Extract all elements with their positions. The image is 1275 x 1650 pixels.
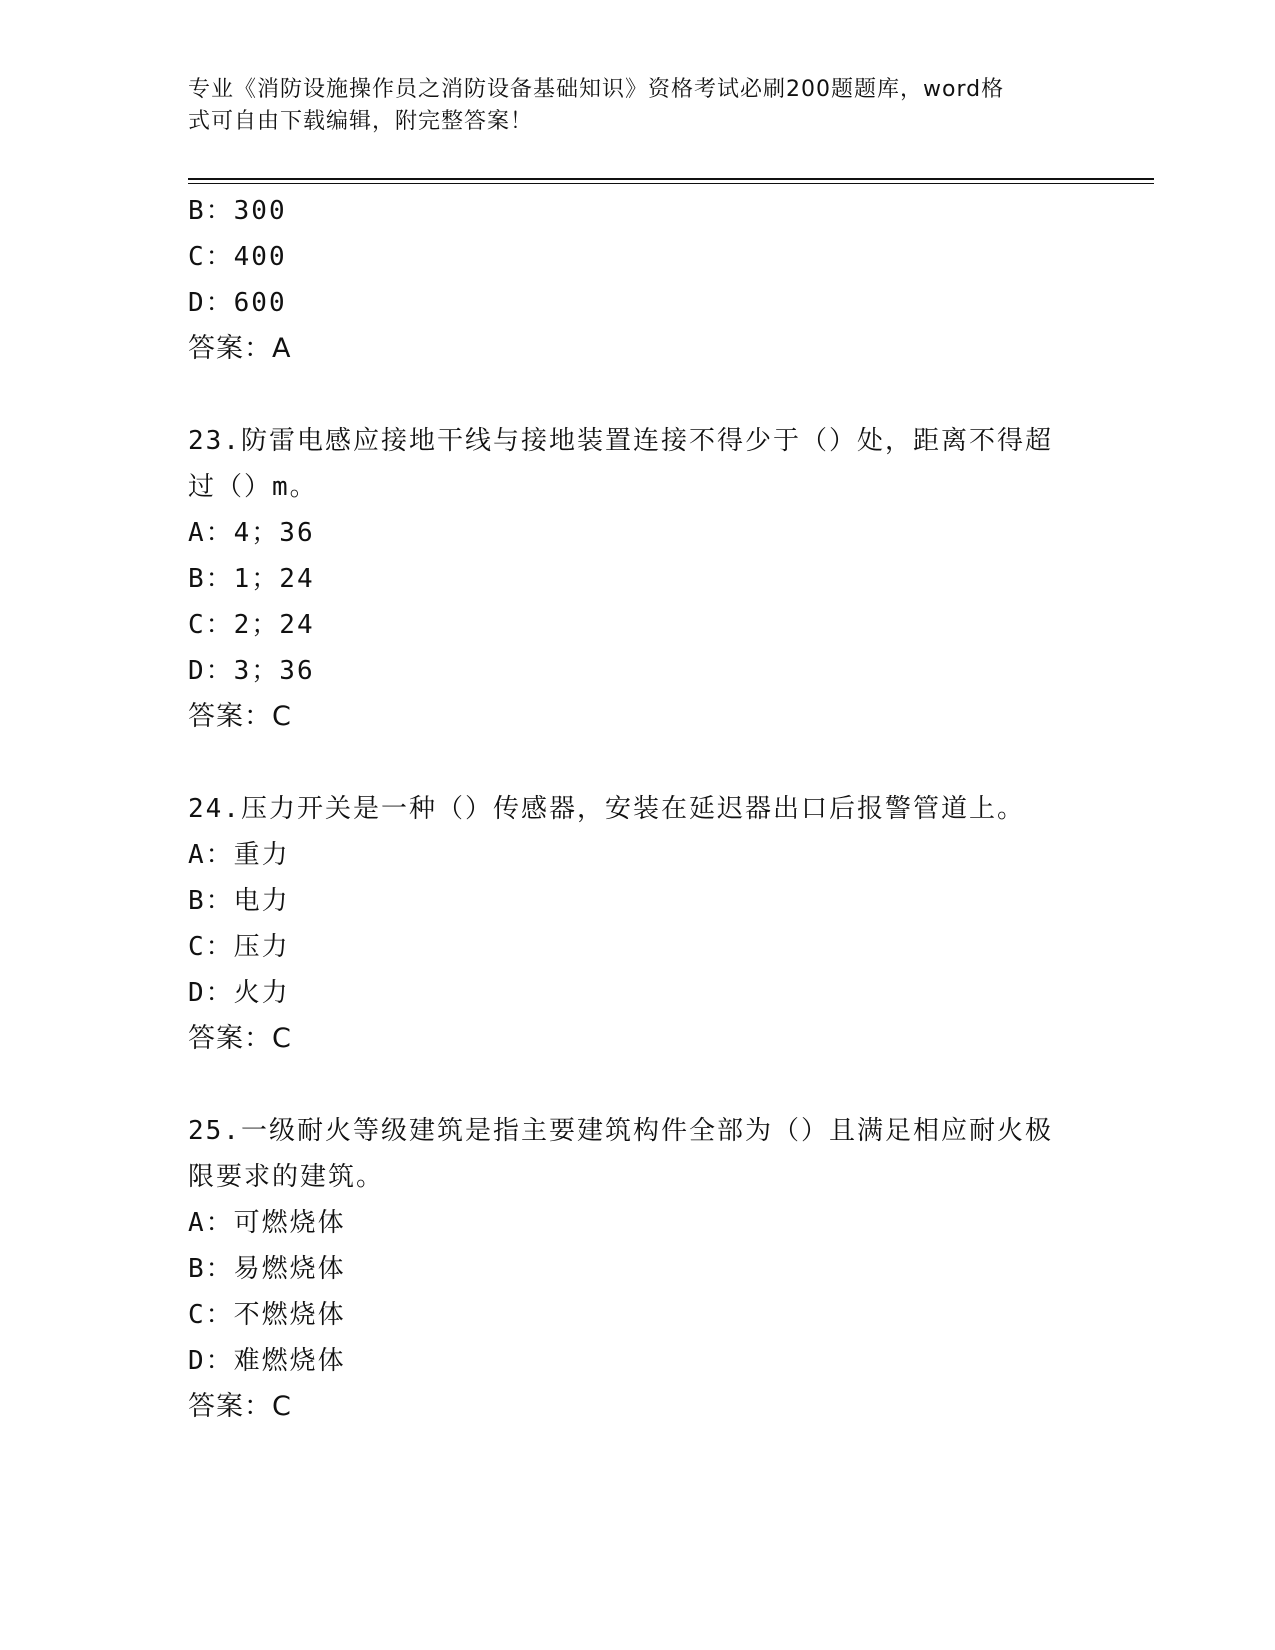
header-divider-thick: [188, 178, 1154, 180]
option-d: D：火力: [188, 978, 290, 1008]
option-b: B：电力: [188, 886, 290, 916]
question-text-line-2: 过（）m。: [188, 472, 318, 502]
option-d: D：难燃烧体: [188, 1346, 346, 1376]
question-block-25: [188, 1108, 1088, 1430]
spacer: [188, 740, 1088, 786]
option-d: D：600: [188, 288, 287, 318]
option-a: A：4；36: [188, 518, 315, 548]
question-text-line-1: 25.一级耐火等级建筑是指主要建筑构件全部为（）且满足相应耐火极: [188, 1116, 1053, 1146]
option-b: B：易燃烧体: [188, 1254, 346, 1284]
option-c: C：不燃烧体: [188, 1300, 346, 1330]
option-a: A：可燃烧体: [188, 1208, 346, 1238]
option-c: C：2；24: [188, 610, 315, 640]
question-text-line-1: 23.防雷电感应接地干线与接地装置连接不得少于（）处，距离不得超: [188, 426, 1053, 456]
question-block-24: [188, 786, 1088, 1062]
spacer: [188, 372, 1088, 418]
option-c: C：压力: [188, 932, 290, 962]
answer-line: 答案：C: [188, 1391, 292, 1422]
answer-line: 答案：C: [188, 1023, 292, 1054]
option-d: D：3；36: [188, 656, 315, 686]
option-c: C：400: [188, 242, 287, 272]
answer-line: 答案：C: [188, 701, 292, 732]
answer-line: 答案：A: [188, 333, 292, 364]
option-a: A：重力: [188, 840, 290, 870]
header-title-line-2: 式可自由下载编辑，附完整答案！: [188, 109, 534, 134]
question-text-line-1: 24.压力开关是一种（）传感器，安装在延迟器出口后报警管道上。: [188, 794, 1025, 824]
question-list: [188, 188, 1088, 1430]
question-text-line-2: 限要求的建筑。: [188, 1162, 385, 1192]
document-header: [188, 74, 1088, 138]
question-block-23: [188, 418, 1088, 740]
option-b: B：300: [188, 196, 287, 226]
header-title-line-1: 专业《消防设施操作员之消防设备基础知识》资格考试必刷200题题库，word格: [188, 77, 1005, 102]
header-divider-thin: [188, 183, 1154, 184]
prev-question-block: [188, 188, 1088, 372]
spacer: [188, 1062, 1088, 1108]
option-b: B：1；24: [188, 564, 315, 594]
